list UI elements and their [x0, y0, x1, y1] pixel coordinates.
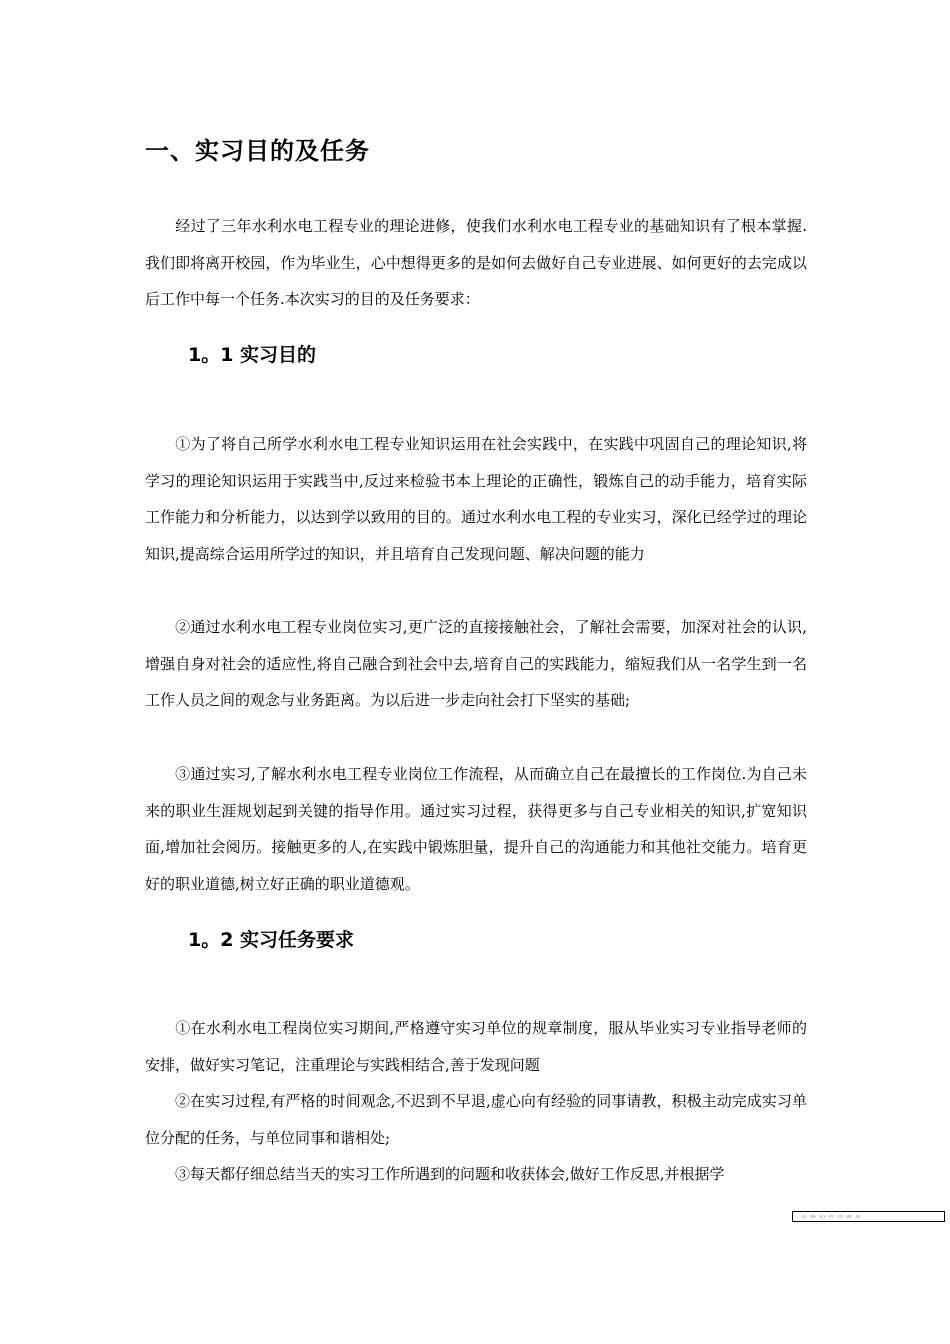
footer-watermark-box [792, 1211, 945, 1222]
section-1-item-1-text: ①为了将自己所学水利水电工程专业知识运用在社会实践中，在实践中巩固自己的理论知识,将学习的理论知识运用于实践当中,反过来检验书本上理论的正确性，锻炼自己的动手能力，培育实际工作能力和分析能力，以达到学以致用的目的。通过水利水电工程的专业实习，深化已经学过的理论知识,提高综合运用所学过的知识，并且培育自己发现问题、解决问题的能力 [145, 435, 807, 563]
section-2-item-2 [145, 1083, 807, 1156]
section-2-title: 1。2 实习任务要求 [188, 929, 355, 951]
intro-paragraph [145, 208, 807, 318]
section-2-item-3 [145, 1156, 807, 1193]
section-1-title: 1。1 实习目的 [188, 344, 317, 366]
section-1-item-2 [145, 609, 807, 719]
section-1-item-1 [145, 426, 807, 572]
page-title: 一、实习目的及任务 [145, 137, 370, 165]
section-2-item-2-text: ②在实习过程,有严格的时间观念,不迟到不早退,虚心向有经验的同事请教，积极主动完成实习单位分配的任务，与单位同事和谐相处; [145, 1092, 807, 1147]
intro-text: 经过了三年水利水电工程专业的理论进修，使我们水利水电工程专业的基础知识有了根本掌握.我们即将离开校园，作为毕业生，心中想得更多的是如何去做好自己专业进展、如何更好的去完成以后工作中每一个任务.本次实习的目的及任务要求： [145, 217, 807, 308]
section-1-item-3 [145, 756, 807, 902]
footer-watermark-text: 让我们共同进步 [801, 1214, 865, 1219]
section-2-item-3-text: ③每天都仔细总结当天的实习工作所遇到的问题和收获体会,做好工作反思,并根据学 [175, 1165, 725, 1183]
section-2-item-1 [145, 1010, 807, 1083]
section-1-item-3-text: ③通过实习,了解水利水电工程专业岗位工作流程，从而确立自己在最擅长的工作岗位.为自己未来的职业生涯规划起到关键的指导作用。通过实习过程，获得更多与自己专业相关的知识,扩宽知识面,增加社会阅历。接触更多的人,在实践中锻炼胆量，提升自己的沟通能力和其他社交能力。培育更好的职业道德,树立好正确的职业道德观。 [145, 765, 807, 893]
section-1-item-2-text: ②通过水利水电工程专业岗位实习,更广泛的直接接触社会，了解社会需要，加深对社会的认识,增强自身对社会的适应性,将自己融合到社会中去,培育自己的实践能力，缩短我们从一名学生到一名工作人员之间的观念与业务距离。为以后进一步走向社会打下坚实的基础; [145, 618, 807, 709]
section-2-item-1-text: ①在水利水电工程岗位实习期间,严格遵守实习单位的规章制度，服从毕业实习专业指导老师的安排，做好实习笔记，注重理论与实践相结合,善于发现问题 [145, 1019, 807, 1074]
